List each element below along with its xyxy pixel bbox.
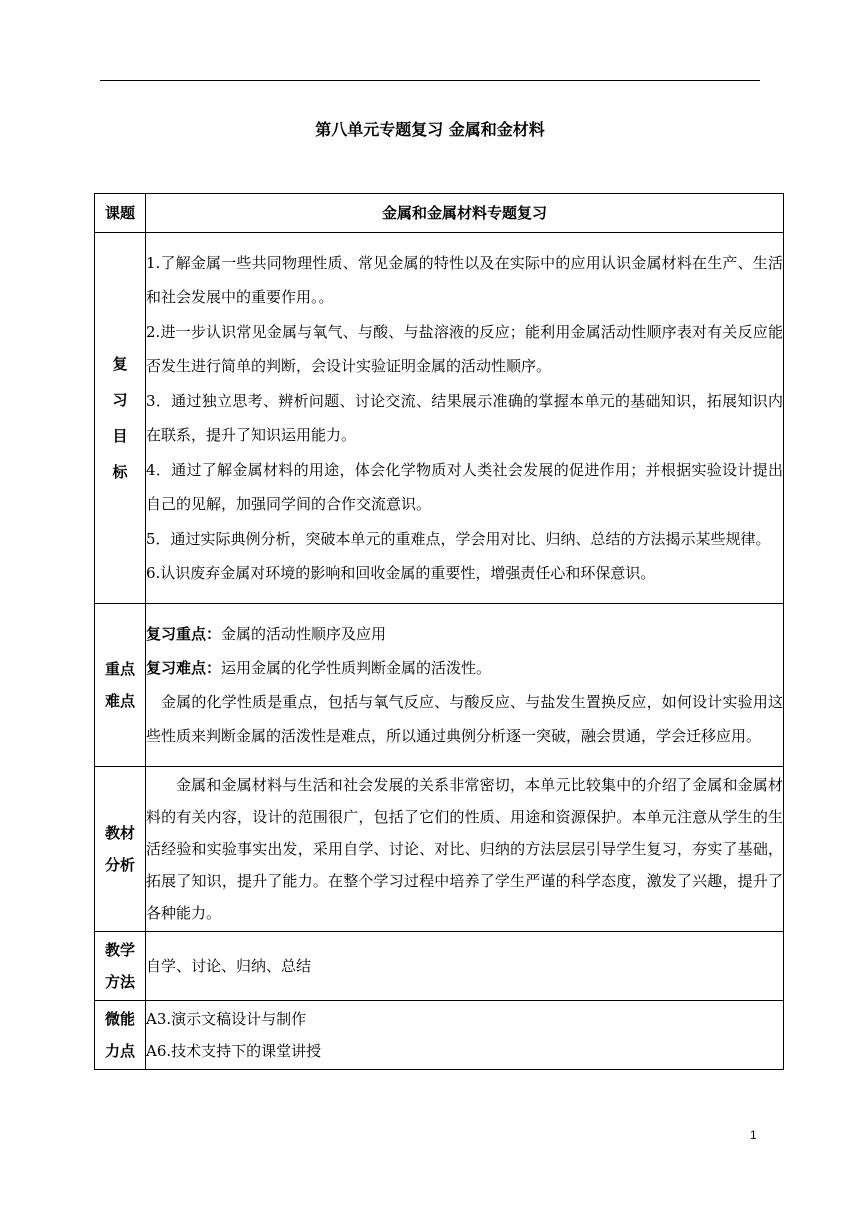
goal-item: 1.了解金属一些共同物理性质、常见金属的特性以及在实际中的应用认识金属材料在生产、生活和社会发展中的重要作用。。	[146, 253, 783, 306]
analysis-label-line: 教材	[104, 824, 135, 842]
key-points-label	[95, 604, 146, 767]
header-rule	[100, 80, 760, 81]
goal-item: 2.进一步认识常见金属与氧气、与酸、与盐溶液的反应；能利用金属活动性顺序表对有关反应能否发生进行简单的判断，会设计实验证明金属的活动性顺序。	[146, 322, 783, 375]
key-point-line	[146, 617, 783, 651]
key-point-label: 复习重点：	[146, 625, 222, 643]
goals-label-char: 目	[112, 427, 128, 445]
analysis-label-line: 分析	[104, 856, 135, 874]
topic-value: 金属和金属材料专题复习	[146, 194, 784, 233]
analysis-content	[146, 767, 784, 932]
goal-item: 3．通过独立思考、辨析问题、讨论交流、结果展示准确的掌握本单元的基础知识，拓展知识内在联系，提升了知识运用能力。	[146, 391, 783, 444]
goals-label-char: 复	[112, 355, 128, 373]
skills-label-line: 力点	[104, 1042, 135, 1060]
difficulty-label: 复习难点：	[146, 659, 222, 677]
goals-label	[95, 233, 146, 604]
goals-label-char: 标	[112, 463, 128, 481]
method-content: 自学、讨论、归纳、总结	[146, 932, 784, 1001]
analysis-text: 金属和金属材料与生活和社会发展的关系非常密切，本单元比较集中的介绍了金属和金属材料的有关内容，设计的范围很广，包括了它们的性质、用途和资源保护。本单元注意从学生的生活经验和实验事实出发，采用自学、讨论、对比、归纳的方法层层引导学生复习，夯实了基础，拓展了知识，提升了能力。在整个学习过程中培养了学生严谨的科学态度，激发了兴趣，提升了各种能力。	[146, 776, 783, 922]
skills-row	[95, 1001, 784, 1070]
topic-label: 课题	[95, 194, 146, 233]
goals-content	[146, 233, 784, 604]
key-points-row	[95, 604, 784, 767]
skills-label	[95, 1001, 146, 1070]
goal-item: 5．通过实际典例分析，突破本单元的重难点，学会用对比、归纳、总结的方法揭示某些规律。	[146, 529, 771, 548]
difficulty-text: 运用金属的化学性质判断金属的活泼性。	[221, 659, 492, 677]
skills-content	[146, 1001, 784, 1070]
difficulty-line	[146, 651, 783, 685]
key-label-line: 重点	[104, 660, 135, 678]
lesson-plan-table	[94, 193, 784, 1070]
document-title: 第八单元专题复习 金属和金材料	[315, 120, 545, 139]
goals-row	[95, 233, 784, 604]
key-points-content	[146, 604, 784, 767]
goals-label-char: 习	[112, 391, 128, 409]
method-label-line: 教学	[104, 941, 135, 959]
goal-item: 6.认识废弃金属对环境的影响和回收金属的重要性，增强责任心和环保意识。	[146, 564, 656, 582]
key-label-line: 难点	[104, 692, 135, 710]
key-point-text: 金属的活动性顺序及应用	[221, 625, 387, 643]
page-number: 1	[750, 1128, 757, 1142]
key-note: 金属的化学性质是重点，包括与氧气反应、与酸反应、与盐发生置换反应，如何设计实验用这些性质来判断金属的活泼性是难点，所以通过典例分析逐一突破，融会贯通，学会迁移应用。	[146, 693, 783, 745]
method-label-line: 方法	[104, 973, 135, 991]
analysis-row	[95, 767, 784, 932]
topic-row	[95, 194, 784, 233]
method-row	[95, 932, 784, 1001]
method-label	[95, 932, 146, 1001]
skills-label-line: 微能	[104, 1010, 135, 1028]
goal-item: 4．通过了解金属材料的用途，体会化学物质对人类社会发展的促进作用；并根据实验设计提出自己的见解，加强同学间的合作交流意识。	[146, 460, 783, 513]
analysis-label	[95, 767, 146, 932]
skill-item: A3.演示文稿设计与制作	[146, 1010, 307, 1028]
skill-item: A6.技术支持下的课堂讲授	[146, 1042, 322, 1060]
